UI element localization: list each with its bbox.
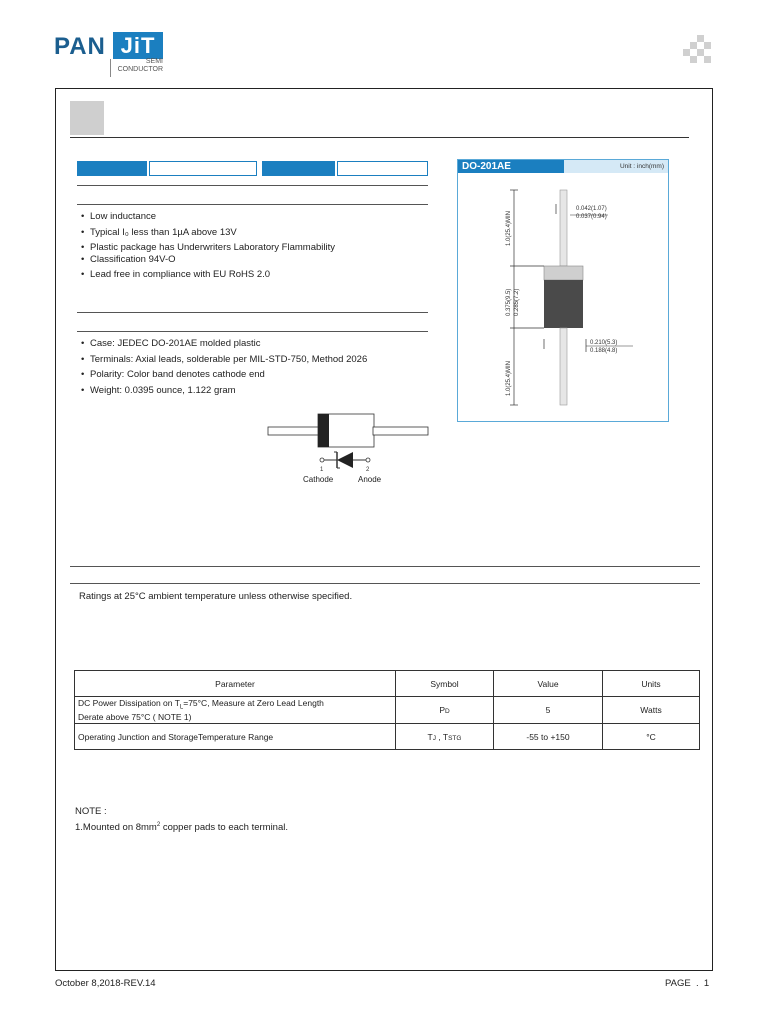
body-cap	[544, 266, 583, 280]
mechanical-list	[78, 336, 438, 398]
symbol-sub-2: STG	[448, 734, 462, 742]
table-row	[75, 697, 700, 724]
param-text: DC Power Dissipation on T	[78, 697, 180, 708]
param-text-cont: =75°C, Measure at Zero Lead Length	[183, 697, 324, 708]
symbol-text-2: , T	[435, 731, 449, 742]
footer-date: October 8,2018-REV.14	[55, 978, 156, 989]
features-list	[78, 209, 428, 283]
mechanical-rule-top	[77, 312, 428, 313]
pin1-label: 1	[320, 467, 324, 473]
section-rule-1	[70, 566, 700, 567]
mechanical-item: • Terminals: Axial leads, solderable per MIL-STD-750, Method 2026	[78, 352, 438, 368]
features-rule-top	[77, 185, 428, 186]
features-rule-bottom	[77, 204, 428, 205]
dim-body-dia-min: 0.188(4.8)	[590, 348, 618, 354]
value-cell: 5	[494, 697, 603, 724]
note-1-text-cont: copper pads to each terminal.	[160, 822, 288, 834]
dim-lead-length-bottom: 1.0(25.4)MIN	[506, 360, 512, 396]
logo-subtitle	[117, 58, 163, 74]
logo-jit: JiT	[113, 32, 163, 59]
value-cell: -55 to +150	[494, 724, 603, 750]
mechanical-item: • Case: JEDEC DO-201AE molded plastic	[78, 336, 438, 352]
right-lead	[373, 427, 428, 435]
package-unit: Unit : inch(mm)	[564, 160, 668, 173]
header-units: Units	[603, 671, 700, 697]
anode-label: Anode	[358, 475, 382, 484]
dim-lead-dia-min: 0.037(0.94)	[576, 214, 607, 220]
pin2-terminal	[366, 458, 370, 462]
dim-body-length-min: 0.285(7.2)	[514, 288, 520, 316]
symbol-sub: J	[432, 734, 436, 742]
top-lead	[560, 190, 567, 266]
cathode-label: Cathode	[303, 475, 334, 484]
param-cell: Operating Junction and StorageTemperature Range	[75, 724, 396, 750]
header-parameter: Parameter	[75, 671, 396, 697]
pin2-label: 2	[366, 467, 370, 473]
note-1	[75, 822, 288, 833]
units-cell: °C	[603, 724, 700, 750]
param-cell	[75, 697, 396, 724]
ratings-note: Ratings at 25°C ambient temperature unless otherwise specified.	[79, 591, 353, 602]
symbol-cell	[396, 724, 494, 750]
footer-page: PAGE . 1	[665, 978, 710, 989]
package-outline-svg	[458, 174, 668, 420]
dim-lead-length-top: 1.0(25.4)MIN	[506, 210, 512, 246]
symbol-text: P	[439, 705, 445, 715]
logo-pan: PAN	[54, 33, 106, 60]
symbol-anode-triangle	[337, 452, 353, 468]
logo-semi-text: SEMI	[145, 58, 163, 65]
feature-item: • Lead free in compliance with EU RoHS 2.0	[78, 267, 428, 283]
title-placeholder	[70, 101, 104, 135]
section-rule-2	[70, 583, 700, 584]
cathode-band	[318, 414, 329, 447]
symbol-text: T	[427, 731, 433, 742]
feature-item-continued: • Classification 94V-O	[78, 252, 428, 268]
notes-title: NOTE :	[75, 806, 107, 817]
mechanical-item: • Polarity: Color band denotes cathode end	[78, 367, 438, 383]
feature-current-text: Typical I₀ less than 1µA above 13V	[90, 226, 237, 238]
pin1-terminal	[320, 458, 324, 462]
param-sub: L	[179, 704, 184, 711]
header-value: Value	[494, 671, 603, 697]
dim-lead-dia-max: 0.042(1.07)	[576, 206, 607, 212]
spec-box-2	[337, 161, 428, 176]
dim-body-length: 0.375(9.5)	[506, 288, 512, 316]
left-lead	[268, 427, 319, 435]
logo-conductor-text: CONDUCTOR	[117, 66, 163, 73]
table-header-row	[75, 671, 700, 697]
note-1-sup: 2	[156, 822, 161, 828]
logo-divider	[110, 59, 111, 77]
title-rule	[70, 137, 689, 138]
table-row	[75, 724, 700, 750]
note-1-text: 1.Mounted on 8mm	[75, 822, 157, 834]
dim-body-dia-max: 0.210(5.3)	[590, 340, 618, 346]
feature-item	[78, 225, 428, 241]
mechanical-rule-bottom	[77, 331, 428, 332]
body-band	[544, 280, 583, 328]
diode-illustration	[265, 410, 435, 490]
feature-item: • Low inductance	[78, 209, 428, 225]
header-symbol: Symbol	[396, 671, 494, 697]
feature-item: • Plastic package has Underwriters Laboratory Flammability	[78, 240, 428, 256]
spec-tag-2	[262, 161, 335, 176]
symbol-cell	[396, 697, 494, 724]
mechanical-item: • Weight: 0.0395 ounce, 1.122 gram	[78, 383, 438, 399]
package-name: DO-201AE	[458, 160, 564, 173]
spec-tag-1	[77, 161, 147, 176]
spec-box-1	[149, 161, 257, 176]
param-text-line2: Derate above 75°C ( NOTE 1)	[78, 712, 192, 723]
units-cell: Watts	[603, 697, 700, 724]
bottom-lead	[560, 328, 567, 405]
ratings-table	[74, 670, 700, 750]
symbol-sub: D	[444, 708, 450, 715]
